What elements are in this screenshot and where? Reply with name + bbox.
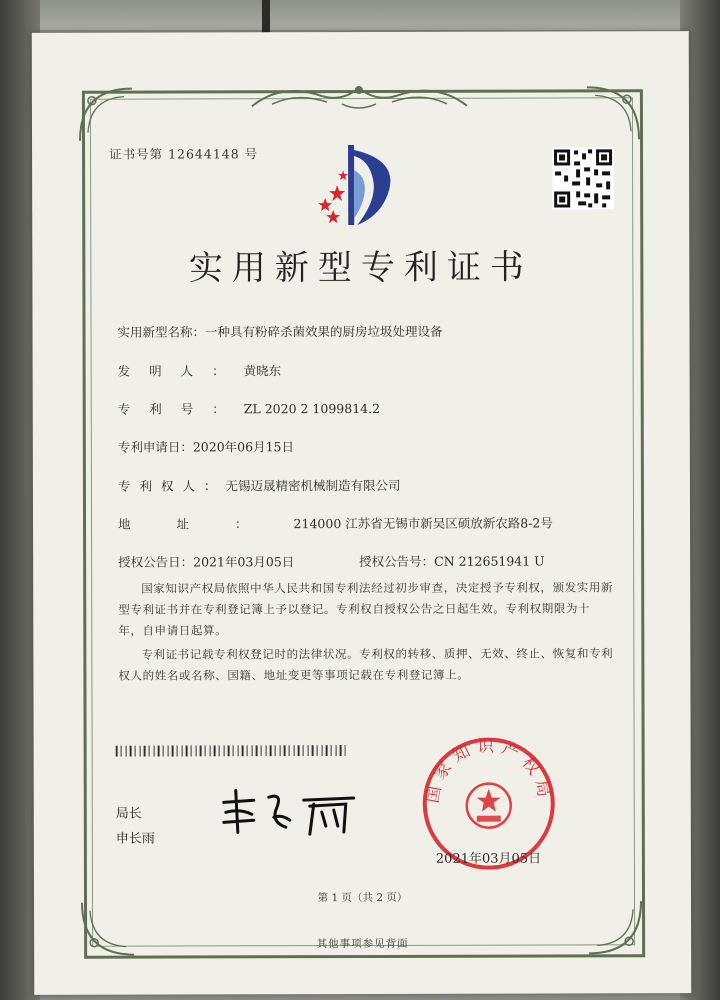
seal-date: 2021年03月05日 [435, 851, 542, 867]
field-utility-model-name [118, 322, 443, 341]
field-label: 授权公告日： [118, 554, 194, 570]
qr-code-icon [552, 147, 614, 209]
certificate-number-value: 12644148 [168, 146, 240, 162]
certificate-number-label: 证书号第 [109, 146, 164, 162]
footer-note: 其他事项参见背面 [316, 937, 409, 951]
field-value: ZL 2020 2 1099814.2 [243, 400, 381, 417]
top-ornament-icon [242, 78, 477, 113]
field-label: 专利权人： [117, 478, 226, 494]
certificate-title: 实用新型专利证书 [188, 247, 533, 289]
page-indicator: 第 1 页（共 2 页） [317, 891, 408, 905]
field-inventor [118, 361, 282, 379]
director-title: 局长 [115, 806, 142, 822]
field-address [118, 513, 553, 532]
field-value: CN 212651941 U [434, 553, 545, 569]
field-label: 授权公告号： [359, 553, 435, 570]
field-value: 黄晓东 [243, 363, 282, 379]
field-grant-number [359, 552, 545, 570]
certificate-paper [32, 31, 692, 995]
signature-icon [214, 782, 364, 842]
field-label: 专利号： [117, 401, 244, 417]
seal-text: 国家知识产权局 [422, 736, 555, 805]
corner-ornament-icon [577, 79, 647, 149]
field-value: 无锡迈晟精密机械制造有限公司 [225, 477, 401, 494]
field-label: 发明人： [117, 363, 244, 379]
field-value: 一种具有粉碎杀菌效果的厨房垃圾处理设备 [205, 323, 443, 340]
field-value: 214000 江苏省无锡市新吴区硕放新农路8-2号 [293, 515, 553, 532]
field-patent-number [118, 399, 380, 418]
field-grant-date [118, 552, 294, 570]
certificate-number-suffix: 号 [244, 146, 259, 162]
field-patentee [118, 476, 401, 495]
field-value: 2021年03月05日 [193, 554, 295, 570]
director-name: 申长雨 [115, 831, 155, 847]
body-paragraph: 国家知识产权局依照中华人民共和国专利法经过初步审查，决定授予专利权，颁发实用新型专利证书并在专利登记簿上予以登记。专利权自授权公告之日起生效。专利权期限为十年，自申请日起算。 [118, 580, 614, 638]
cnipa-logo-icon [307, 140, 397, 235]
body-paragraph: 专利证书记载专利权登记时的法律状况。专利权的转移、质押、无效、终止、恢复和专利权人的姓名或名称、国籍、地址变更等事项记载在专利登记簿上。 [118, 646, 614, 683]
corner-ornament-icon [72, 81, 142, 151]
field-label: 地址： [118, 516, 294, 532]
barcode-icon [116, 745, 346, 757]
background-wall [0, 0, 720, 30]
field-label: 专利申请日： [117, 439, 193, 455]
field-application-date [118, 437, 294, 455]
certificate-number [109, 144, 258, 162]
field-label: 实用新型名称： [117, 324, 206, 340]
field-value: 2020年06月15日 [192, 439, 294, 455]
